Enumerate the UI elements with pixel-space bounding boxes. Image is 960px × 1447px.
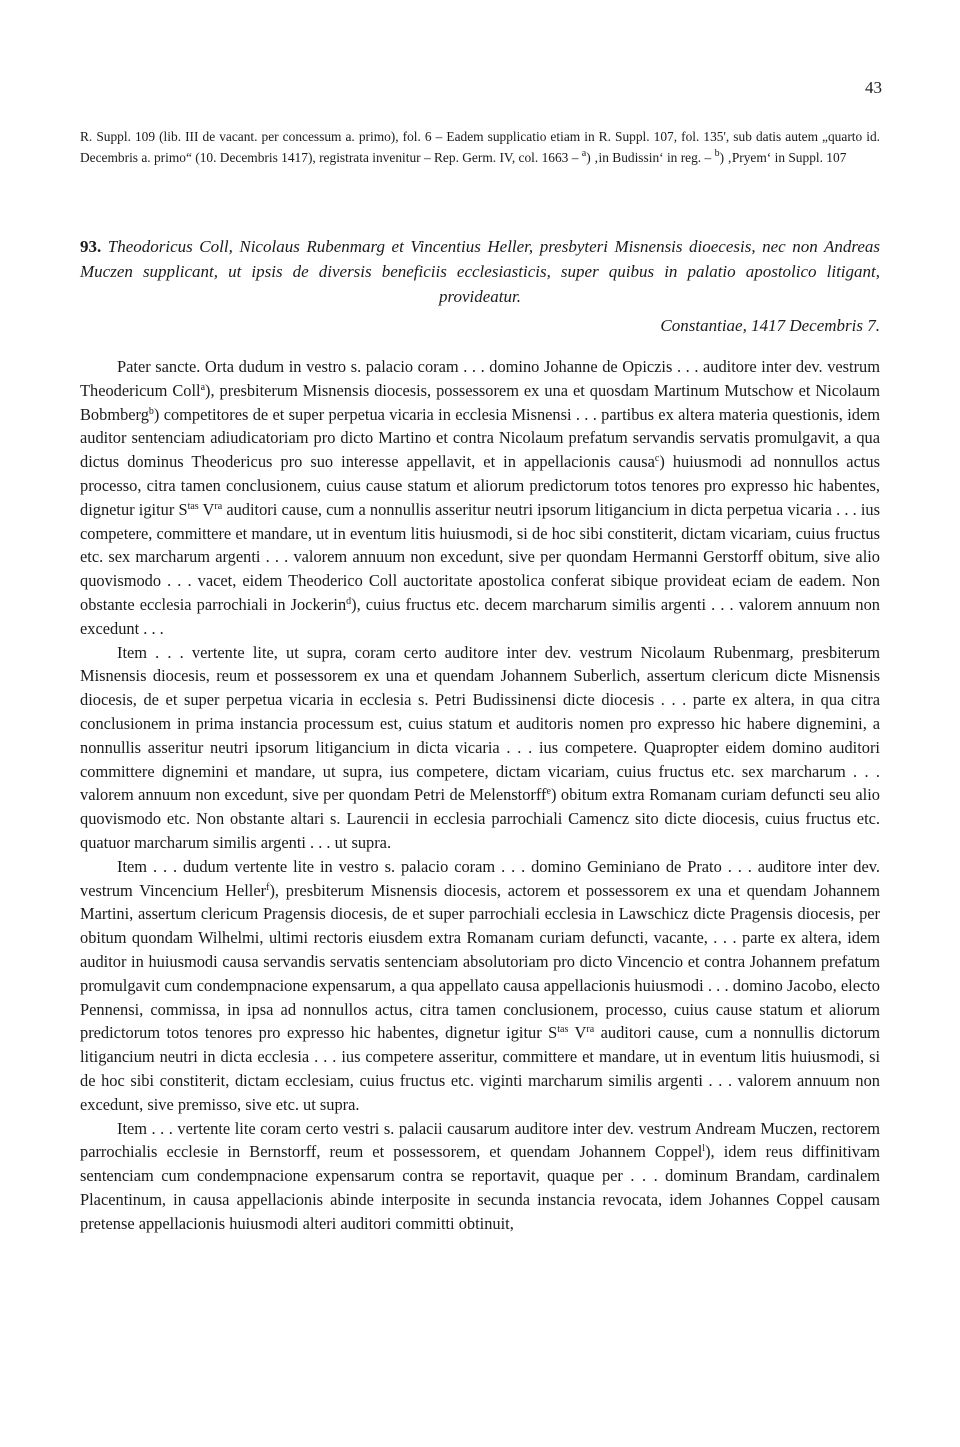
entry-summary	[80, 234, 880, 309]
text-run: Item . . . dudum vertente lite in vestro s. palacio coram . . . domino Geminiano de Prato . . . auditore inter dev. vestrum Vincencium Heller	[80, 856, 880, 900]
place-date: Constantiae, 1417 Decembris 7.	[660, 316, 880, 335]
footnote-marker: b	[714, 148, 720, 159]
entry-number: 93.	[80, 237, 102, 256]
text-run: auditori cause, cum a nonnullis dictorum litigancium neutri in dicta ecclesia . . . ius competere asseritur, committere et mandare, ut in eventum litis huiusmodi, si de hoc sibi constiterit, dictam ecclesiam, cuius fructus etc. viginti marcharum similis argenti . . . valorem annuum non excedunt, sive premisso, sive etc. ut supra.	[80, 1023, 881, 1114]
footnote-marker: a	[200, 381, 206, 393]
footnote-marker: c	[654, 453, 660, 465]
document-body	[80, 355, 880, 1235]
paragraph	[80, 855, 880, 1117]
footnote-marker: b	[148, 405, 154, 417]
text-run: ), presbiterum Misnensis diocesis, possessorem ex una et quosdam Martinum Mutschow et Nicolaum Bobmberg	[80, 380, 880, 424]
footnote-marker: l	[702, 1143, 706, 1155]
text-run: Item . . . vertente lite coram certo vestri s. palacii causarum auditore inter dev. vestrum Andream Muczen, rectorem parrochialis ecclesie in Bernstorff, reum et possessorem, et quendam Johannem Coppel	[80, 1118, 880, 1162]
text-run: ), idem reus diffinitivam sentenciam cum condempnacione expensarum contra se reportavit, quaque per . . . dominum Brandam, cardinalem Placentinum, in causa appellacionis abinde interposite in secunda instancia revocata, idem Johannes Coppel causam pretense appellacionis huiusmodi alteri auditori committi obtinuit,	[80, 1142, 881, 1233]
footnote-marker: f	[266, 881, 270, 893]
text-run: Item . . . vertente lite, ut supra, coram certo auditore inter dev. vestrum Nicolaum Rubenmarg, presbiterum Misnensis diocesis, reum et possessorem ex una et quendam Johannem Suberlich, assertum clericum dicte Misnensis diocesis, de et super perpetua vicaria in ecclesia s. Petri Budissinensi dicte diocesis . . . parte ex altera, in qua citra conclusionem in prima instancia processum est, cuius statum et auditoris nomen pro expresso hic habere dignemini, a nonnullis asseritur neutri ipsorum litigancium in dicta vicaria . . . ius competere. Quapropter eidem domino auditori committere dignemini et mandare, ut supra, ius competere, dictam vicariam, cuius fructus etc. sex marcharum . . . valorem annuum non excedunt, sive per quondam Petri de Melenstorff	[80, 642, 880, 805]
footnote-marker: a	[581, 148, 587, 159]
text-run: Pater sancte. Orta dudum in vestro s. palacio coram . . . domino Johanne de Opiczis . . . auditore inter dev. vestrum Theodericum Coll	[80, 357, 880, 400]
critical-apparatus	[80, 126, 880, 168]
text-run: auditori cause, cum a nonnullis asseritur neutri ipsorum litigancium in dicta perpetua vicaria . . . ius competere, committere et mandare, ut in eventum litis huiusmodi, si de hoc sibi constiterit, dictam vicariam, cuius fructus etc. sex marcharum argenti . . . valorem annuum non excedunt, sive per quondam Hermanni Gerstorff obitum, sive alio quovismodo . . . vacet, eidem Theoderico Coll auctoritate apostolica conferat sibique provideat eciam de eadem. Non obstante ecclesia parrochiali in Jockerin	[80, 499, 880, 614]
text-run: V	[568, 1023, 587, 1043]
superscript: ra	[214, 500, 223, 512]
apparatus-text: ) ‚Pryem‘ in Suppl. 107	[719, 150, 847, 165]
text-run: ) competitores de et super perpetua vicaria in ecclesia Misnensi . . . partibus ex altera materia questionis, idem auditor sentenciam adiudicatoriam pro dicto Martino et contra Nicolaum prefatum servandis servatis promulgavit, a qua dictus dominus Theodericus pro suo interesse appellavit, et in appellacionis causa	[80, 404, 880, 472]
paragraph	[80, 1117, 880, 1236]
footnote-marker: d	[346, 595, 352, 607]
page-number: 43	[865, 78, 882, 97]
paragraph	[80, 355, 880, 641]
apparatus-text: R. Suppl. 109 (lib. III de vacant. per concessum a. primo), fol. 6 – Eadem supplicatio etiam in R. Suppl. 107, fol. 135', sub datis autem „quarto id. Decembris a. primo“ (10. Decembris 1417), registrata invenitur – Rep. Germ. IV, col. 1663 –	[80, 129, 880, 165]
apparatus-text: ) ‚in Budissin‘ in reg. –	[586, 150, 715, 165]
text-run: ) huiusmodi ad nonnullos actus processo, citra tamen conclusionem, cuius cause statum et aliorum predictorum totos tenores pro expresso hic habentes, dignetur igitur S	[80, 452, 880, 519]
paragraph	[80, 641, 880, 855]
entry-heading	[80, 234, 880, 338]
text-run: ), cuius fructus etc. decem marcharum similis argenti . . . valorem annuum non excedunt . . .	[80, 594, 880, 638]
superscript: ra	[586, 1024, 595, 1036]
text-run: V	[198, 499, 215, 519]
footnote-marker: e	[546, 786, 551, 798]
text-run: ) obitum extra Romanam curiam defuncti seu alio quovismodo etc. Non obstante altari s. Laurencii in ecclesia parrochiali Camencz sito dicte diocesis, cuius fructus etc. quatuor marcharum similis argenti . . . ut supra.	[80, 785, 880, 852]
text-run: ), presbiterum Misnensis diocesis, actorem et possessorem ex una et quendam Johannem Martini, assertum clericum Pragensis diocesis, de et super parrochiali ecclesia in Lawschicz dicte Pragensis diocesis, per obitum quondam Wilhelmi, ultimi rectoris eiusdem extra Romanam curiam defuncti, vacante, . . . parte ex altera, idem auditor in huiusmodi causa servandis servatis sentenciam absolutoriam pro dicto Vincencio et contra Johannem prefatum promulgavit cum condempnacione expensarum, a qua appellato causa appellacionis huiusmodi . . . domino Jacobo, electo Pennensi, commissa, in ipsa ad nonnullos actus, citra tamen conclusionem, processo, cuius cause statum et aliorum predictorum totos tenores pro expresso hic habentes, dignetur igitur S	[80, 880, 881, 1043]
entry-summary-text: Theodoricus Coll, Nicolaus Rubenmarg et Vincentius Heller, presbyteri Misnensis dioecesis, nec non Andreas Muczen supplicant, ut ipsis de diversis beneficiis ecclesiasticis, super quibus in palatio apostolico litigant, provideatur.	[80, 237, 880, 306]
superscript: tas	[187, 500, 199, 512]
superscript: tas	[557, 1024, 569, 1036]
